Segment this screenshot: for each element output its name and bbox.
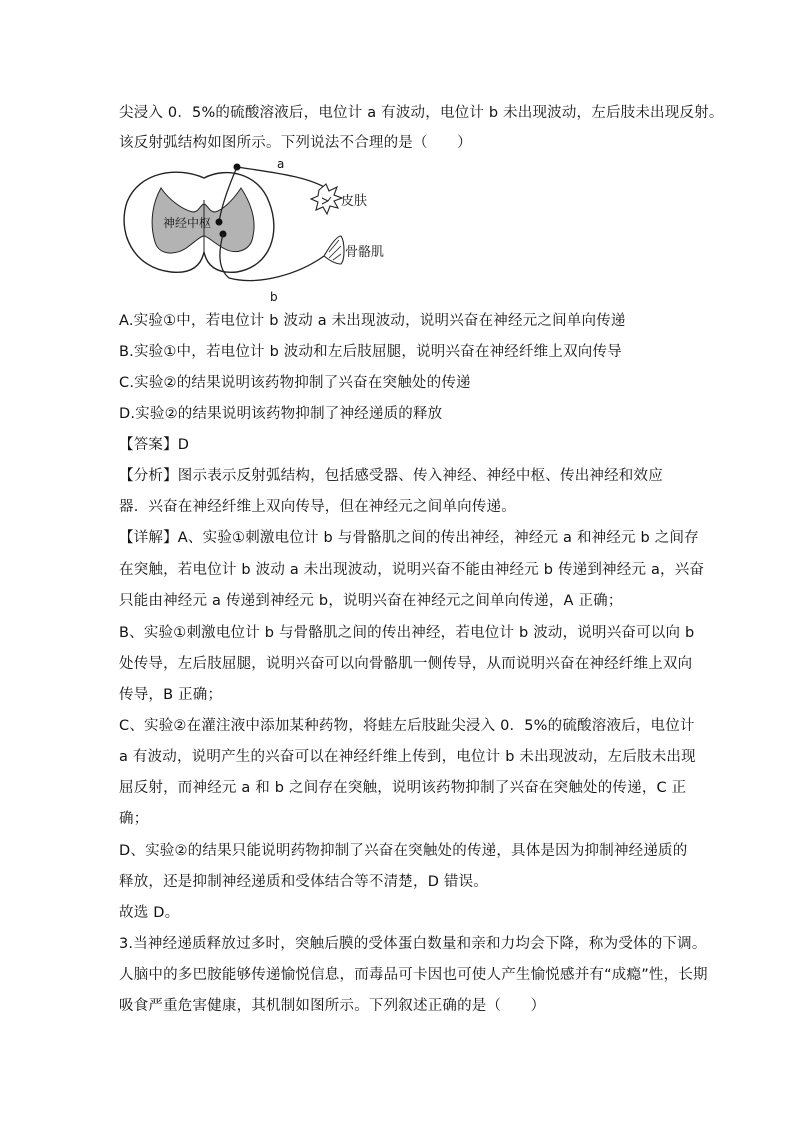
skin-label: 皮肤: [341, 194, 368, 209]
question3-line: 人脑中的多巴胺能够传递愉悦信息，而毒品可卡因也可使人产生愉悦感并有“成瘾”性，长期: [119, 967, 708, 983]
option-b: B.实验①中，若电位计 b 波动和左后肢屈腿，说明兴奋在神经纤维上双向传导: [119, 344, 622, 360]
detail-line: 确；: [119, 811, 149, 827]
detail-line: a 有波动，说明产生的兴奋可以在神经纤维上传到，电位计 b 未出现波动，左后肢未出现: [119, 749, 696, 765]
detail-line: C、实验②在灌注液中添加某种药物，将蛙左后肢趾尖浸入 0．5%的硫酸溶液后，电位计: [119, 718, 695, 734]
intro-line: 尖浸入 0．5%的硫酸溶液后，电位计 a 有波动，电位计 b 未出现波动，左后肢未出现反射。: [119, 105, 724, 121]
muscle-icon: [324, 236, 344, 264]
option-c: C.实验②的结果说明该药物抑制了兴奋在突触处的传递: [119, 375, 471, 391]
nerve-center-label: 神经中枢: [163, 216, 212, 230]
muscle-label: 骨骼肌: [345, 245, 385, 260]
label-a: a: [277, 160, 285, 171]
detail-line: B、实验①刺激电位计 b 与骨骼肌之间的传出神经，若电位计 b 波动，说明兴奋可以向 b: [119, 625, 695, 641]
detail-line: 故选 D。: [119, 905, 180, 921]
question3-line: 3.当神经递质释放过多时，突触后膜的受体蛋白数量和亲和力均会下降，称为受体的下调。: [119, 936, 707, 952]
detail-line: D、实验②的结果只能说明药物抑制了兴奋在突触处的传递，具体是因为抑制神经递质的: [119, 843, 688, 859]
detail-line: 在突触，若电位计 b 波动 a 未出现波动，说明兴奋不能由神经元 b 传递到神经元 a，兴奋: [119, 562, 705, 578]
question3-line: 吸食严重危害健康，其机制如图所示。下列叙述正确的是（ ）: [119, 998, 546, 1014]
skin-receptor-icon: [311, 184, 342, 214]
answer: 【答案】D: [119, 437, 190, 453]
option-a: A.实验①中，若电位计 b 波动 a 未出现波动，说明兴奋在神经元之间单向传递: [119, 313, 626, 329]
detail-line: 【详解】A、实验①刺激电位计 b 与骨骼肌之间的传出神经，神经元 a 和神经元 b 之间存: [119, 530, 699, 546]
analysis-line: 【分析】图示表示反射弧结构，包括感受器、传入神经、神经中枢、传出神经和效应: [119, 468, 663, 484]
detail-line: 屈反射，而神经元 a 和 b 之间存在突触，说明该药物抑制了兴奋在突触处的传递，C 正: [119, 780, 687, 796]
detail-line: 只能由神经元 a 传递到神经元 b，说明兴奋在神经元之间单向传递，A 正确；: [119, 593, 623, 609]
detail-line: 释放，还是抑制神经递质和受体结合等不清楚，D 错误。: [119, 874, 488, 890]
analysis-line: 器．兴奋在神经纤维上双向传导，但在神经元之间单向传递。: [119, 499, 516, 515]
reflex-arc-diagram: [119, 160, 389, 308]
option-d: D.实验②的结果说明该药物抑制了神经递质的释放: [119, 406, 443, 422]
label-b: b: [270, 290, 278, 304]
detail-line: 处传导，左后肢屈腿，说明兴奋可以向骨骼肌一侧传导，从而说明兴奋在神经纤维上双向: [119, 656, 693, 672]
intro-line: 该反射弧结构如图所示。下列说法不合理的是（ ）: [119, 135, 472, 151]
motor-neuron-cell: [216, 219, 223, 226]
detail-line: 传导，B 正确；: [119, 687, 223, 703]
